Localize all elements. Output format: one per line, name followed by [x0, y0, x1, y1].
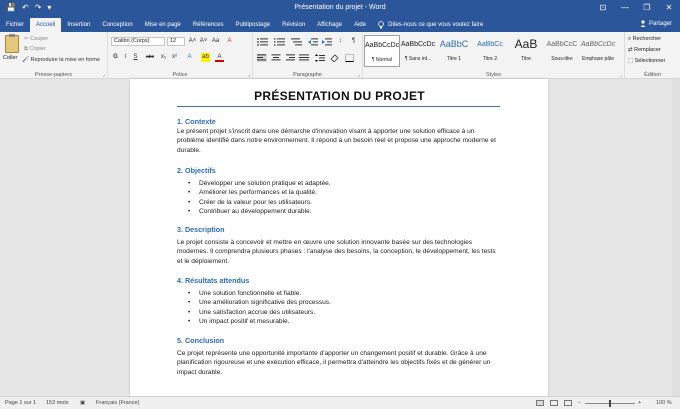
clipboard-paste-icon[interactable] — [5, 35, 19, 53]
align-center-icon[interactable] — [271, 54, 281, 62]
change-case-icon[interactable]: Aa — [211, 38, 220, 44]
style-normal[interactable] — [364, 35, 400, 67]
bullets-icon[interactable] — [257, 38, 269, 46]
paragraph-group — [253, 32, 363, 79]
replace-label: Remplacer — [634, 47, 661, 53]
replace-button[interactable] — [628, 47, 661, 53]
borders-icon[interactable] — [345, 54, 355, 62]
share-label: Partager — [648, 21, 672, 27]
window-controls — [592, 0, 680, 16]
underline-icon[interactable]: S — [133, 54, 138, 60]
subscript-icon[interactable]: x₂ — [160, 54, 167, 60]
show-formatting-icon[interactable]: ¶ — [351, 38, 356, 44]
tab-fichier[interactable]: Fichier — [6, 22, 25, 28]
section-heading: 5. Conclusion — [177, 336, 225, 345]
style-sample: AaBbC — [439, 39, 469, 49]
style-name: ¶ Sans int... — [404, 56, 432, 62]
list-item: • Développer une solution pratique et adaptée. — [188, 179, 498, 188]
list-item: • Un impact positif et mesurable. — [188, 317, 498, 326]
dialog-launcher-icon[interactable]: ⌟ — [357, 72, 360, 78]
shading-icon[interactable] — [330, 54, 340, 62]
tab-conception[interactable]: Conception — [102, 22, 133, 28]
section-paragraph: Ce projet représente une opportunité importante d'apporter un changement positif et durable. Grâce à une planification rigoureuse et une exécution efficace, il permettra d'atteindre les objectifs fixés et de générer un impact durable. — [177, 350, 491, 376]
search-icon: ⌕ — [628, 36, 632, 42]
title-underline — [177, 106, 500, 107]
style-sample: AaBbCcDc — [400, 41, 436, 48]
customize-qat-icon[interactable]: ▾ — [47, 3, 52, 12]
replace-icon: ⇄ — [628, 47, 633, 53]
window-title: Présentation du projet - Word — [294, 4, 386, 11]
clipboard-group-label: Presse-papiers — [35, 72, 72, 78]
find-button[interactable] — [628, 36, 661, 43]
tab-insertion[interactable]: Insertion — [67, 22, 91, 28]
ribbon-display-options-icon[interactable]: ⊡ — [599, 3, 607, 12]
style-sample: AaBbCcDc — [580, 41, 616, 48]
format-painter-button[interactable]: 🖌 Reproduire la mise en forme — [22, 57, 100, 63]
undo-icon[interactable]: ↶ — [21, 3, 29, 12]
font-name-select[interactable]: Calibri (Corps) — [111, 37, 165, 46]
zoom-level[interactable]: 100 % — [656, 400, 672, 406]
document-page[interactable] — [130, 79, 548, 396]
grow-font-icon[interactable]: A˄ — [188, 38, 197, 44]
strikethrough-icon[interactable]: abc — [145, 54, 155, 60]
section-heading: 4. Résultats attendus — [177, 276, 250, 285]
style-sample: AaBbCcC — [546, 41, 578, 48]
tab-publipostage[interactable]: Publipostage — [235, 22, 271, 28]
section-paragraph: Le projet consiste à concevoir et mettre en œuvre une solution innovante basée sur des technologies modernes. Il comprendra plusieurs phases : l'analyse des besoins, la conception, le développement, les tests et le déploiement. — [177, 239, 496, 265]
style-sample: AaBbCc — [477, 41, 503, 48]
close-button[interactable]: ✕ — [665, 3, 673, 12]
person-icon — [640, 20, 646, 28]
style-name: Titre 1 — [447, 56, 461, 62]
zoom-slider-handle[interactable] — [609, 400, 611, 407]
read-mode-icon[interactable] — [536, 400, 544, 406]
decrease-indent-icon[interactable] — [308, 38, 318, 46]
styles-group-label: Styles — [486, 72, 501, 78]
select-button[interactable] — [628, 58, 665, 64]
save-icon[interactable]: 💾 — [6, 3, 16, 12]
style-name: Emphase pâle — [582, 56, 614, 62]
style-sample: AaBbCcDc — [365, 42, 399, 49]
dialog-launcher-icon[interactable]: ⌟ — [247, 72, 250, 78]
word-count[interactable]: 153 mots — [46, 400, 69, 406]
select-icon: ⬚ — [628, 58, 634, 64]
font-color-icon[interactable]: A — [215, 53, 224, 62]
vertical-scrollbar[interactable] — [672, 79, 680, 396]
ribbon — [0, 32, 680, 79]
line-spacing-icon[interactable] — [315, 54, 325, 62]
style-name: Sous-titre — [551, 56, 573, 62]
list-item: • Contribuer au développement durable. — [188, 207, 498, 216]
tab-affichage[interactable]: Affichage — [317, 22, 343, 28]
style-sample: AaB — [514, 37, 538, 51]
copy-label: Copier — [29, 46, 46, 52]
list-item: • Améliorer les performances et la qualité. — [188, 188, 498, 197]
redo-icon[interactable]: ↷ — [34, 3, 42, 12]
superscript-icon[interactable]: x² — [172, 54, 177, 60]
tab-aide[interactable]: Aide — [354, 22, 367, 28]
style-title[interactable] — [508, 35, 544, 67]
section-heading: 2. Objectifs — [177, 166, 216, 175]
justify-icon[interactable] — [299, 54, 309, 62]
cut-label: Couper — [30, 36, 49, 42]
numbering-icon[interactable] — [274, 38, 286, 46]
restore-button[interactable]: ❐ — [643, 3, 651, 12]
ribbon-tabs — [0, 16, 680, 32]
lightbulb-icon — [378, 21, 384, 29]
bold-icon[interactable]: G — [113, 54, 118, 60]
paragraph-group-label: Paragraphe — [293, 72, 322, 78]
clipboard-group — [0, 32, 108, 79]
paste-button[interactable]: Coller — [3, 55, 18, 61]
editing-group-label: Édition — [644, 72, 661, 78]
italic-icon[interactable]: I — [124, 54, 127, 60]
font-group-label: Police — [172, 72, 188, 78]
bullet-list — [188, 289, 498, 326]
proofing-icon[interactable]: ▣ — [80, 400, 86, 406]
quick-access-toolbar — [0, 0, 51, 16]
increase-indent-icon[interactable] — [322, 38, 332, 46]
align-right-icon[interactable] — [285, 54, 295, 62]
style-heading-2[interactable] — [472, 35, 508, 67]
bullet-list — [188, 179, 498, 216]
cut-button[interactable]: ✂ Couper — [24, 36, 49, 42]
zoom-out-button[interactable]: − — [578, 400, 582, 406]
tab-accueil[interactable]: Accueil — [30, 18, 61, 32]
document-title: PRÉSENTATION DU PROJET — [254, 89, 425, 103]
style-heading-1[interactable] — [436, 35, 472, 67]
copy-button[interactable]: ⧉ Copier — [24, 46, 46, 52]
zoom-in-button[interactable]: + — [638, 400, 642, 406]
zoom-slider[interactable] — [585, 403, 635, 404]
select-label: Sélectionner — [634, 58, 666, 64]
list-item: • Créer de la valeur pour les utilisateurs. — [188, 198, 498, 207]
style-no-spacing[interactable] — [400, 35, 436, 67]
format-painter-label: Reproduire la mise en forme — [30, 57, 100, 63]
style-name: ¶ Normal — [371, 57, 393, 63]
print-layout-icon[interactable] — [550, 400, 558, 406]
document-area[interactable] — [0, 79, 680, 396]
title-bar — [0, 0, 680, 16]
style-subtitle[interactable] — [544, 35, 580, 67]
shrink-font-icon[interactable]: A˅ — [199, 38, 208, 44]
sort-icon[interactable]: ↕ — [339, 38, 342, 44]
section-heading: 1. Contexte — [177, 117, 216, 126]
align-left-icon[interactable] — [257, 54, 267, 62]
language[interactable]: Français (France) — [96, 400, 140, 406]
font-size-select[interactable]: 12 — [167, 37, 185, 46]
tell-me-text: Dites-nous ce que vous voulez faire — [388, 22, 484, 28]
section-paragraph: Le présent projet s'inscrit dans une démarche d'innovation visant à apporter une solution efficace à un problème identifié dans notre environnement. Il répond à un besoin réel et propose une approche moderne et durable. — [177, 128, 496, 154]
dialog-launcher-icon[interactable]: ⌟ — [619, 72, 622, 78]
tab-references[interactable]: Références — [192, 22, 224, 28]
list-item: • Une solution fonctionnelle et fiable. — [188, 289, 498, 298]
list-item: • Une satisfaction accrue des utilisateurs. — [188, 308, 498, 317]
multilevel-list-icon[interactable] — [291, 38, 303, 46]
find-label: Rechercher — [632, 36, 662, 42]
highlight-icon[interactable]: ab — [202, 54, 209, 60]
text-effects-icon[interactable]: A — [187, 54, 192, 60]
styles-gallery — [364, 35, 620, 67]
tab-revision[interactable]: Révision — [282, 22, 306, 28]
style-name: Titre 2 — [483, 56, 497, 62]
style-subtle-emphasis[interactable] — [580, 35, 616, 67]
status-bar — [0, 396, 680, 409]
font-group — [108, 32, 253, 79]
tell-me-box[interactable] — [378, 18, 483, 32]
dialog-launcher-icon[interactable]: ⌟ — [102, 72, 105, 78]
style-name: Titre — [521, 56, 531, 62]
section-heading: 3. Description — [177, 225, 225, 234]
web-layout-icon[interactable] — [564, 400, 572, 406]
clear-formatting-icon[interactable]: A — [227, 38, 232, 44]
share-button[interactable] — [640, 16, 672, 32]
list-item: • Une amélioration significative des processus. — [188, 298, 498, 307]
tab-mise-en-page[interactable]: Mise en page — [144, 22, 181, 28]
minimize-button[interactable]: — — [621, 3, 629, 12]
page-count[interactable]: Page 1 sur 1 — [5, 400, 37, 406]
